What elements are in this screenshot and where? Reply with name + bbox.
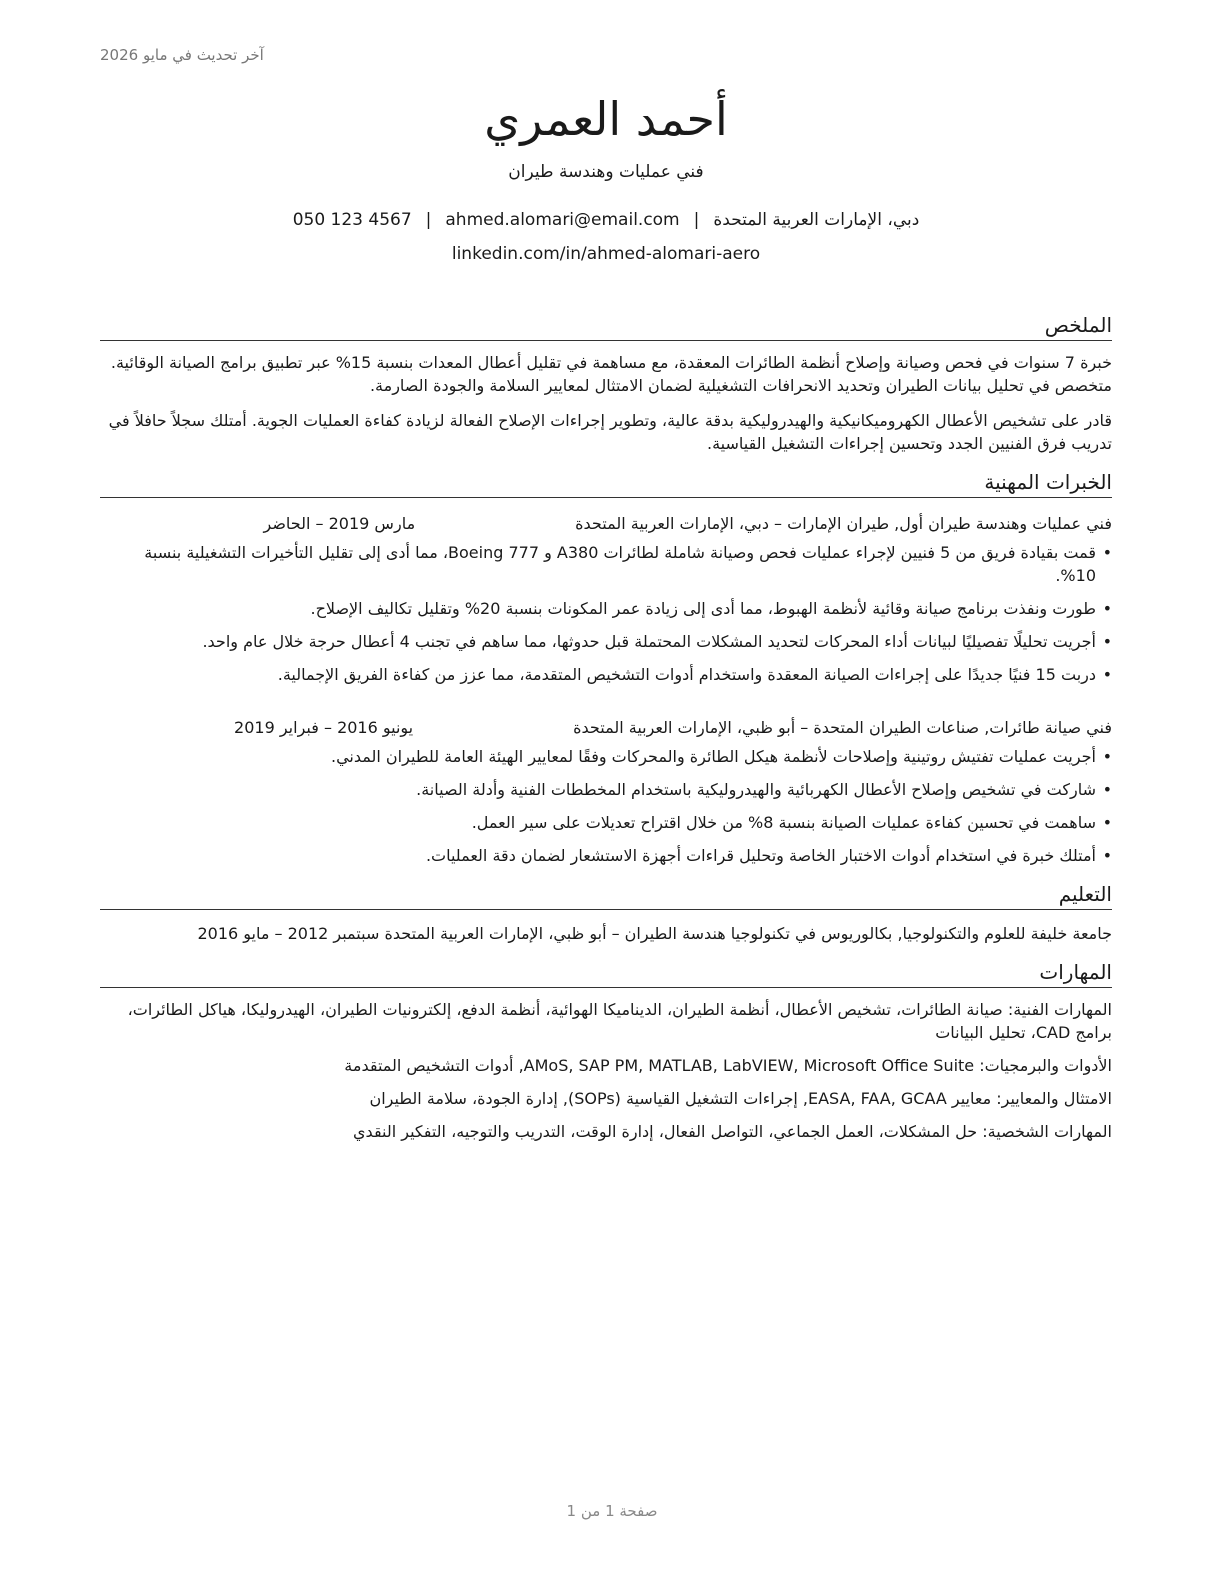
job-header [100, 716, 1112, 739]
last-updated-note: آخر تحديث في مايو 2026 [100, 46, 264, 64]
job-bullets [100, 745, 1112, 867]
section-heading: الملخص [100, 312, 1112, 341]
contact-separator: | [693, 210, 700, 230]
summary-paragraph: قادر على تشخيص الأعطال الكهروميكانيكية والهيدروليكية بدقة عالية، وتطوير إجراءات الإصلاح الفعالة لزيادة كفاءة العمليات الجوية. أمتلك سجلاً حافلاً في تدريب فرق الفنيين الجدد وتحسين إجراءات التشغيل القياسية. [108, 411, 1112, 453]
skills-soft: المهارات الشخصية: حل المشكلات، العمل الجماعي، التواصل الفعال، إدارة الوقت، التدريب والتوجيه، التفكير النقدي [353, 1122, 1112, 1141]
resume-body [100, 312, 1112, 1143]
contact-line [100, 208, 1112, 232]
page-number: صفحة 1 من 1 [566, 1502, 658, 1520]
job-dates: مارس 2019 – الحاضر [263, 514, 416, 533]
list-item: • دربت 15 فنيًا جديدًا على إجراءات الصيانة المعقدة واستخدام أدوات التشخيص المتقدمة، مما عزز من كفاءة الفريق الإجمالية. [100, 663, 1112, 686]
linkedin-link[interactable]: linkedin.com/in/ahmed-alomari-aero [451, 244, 761, 264]
job-dates: يونيو 2016 – فبراير 2019 [234, 718, 414, 737]
contact-separator: | [425, 210, 432, 230]
contact-email[interactable]: ahmed.alomari@email.com [445, 210, 680, 230]
education-section [100, 881, 1112, 945]
contact-location: دبي، الإمارات العربية المتحدة [713, 210, 920, 230]
summary-paragraph: خبرة 7 سنوات في فحص وصيانة وإصلاح أنظمة الطائرات المعقدة، مع مساهمة في تقليل أعطال المعدات بنسبة 15% عبر تطبيق برامج الصيانة الوقائية. متخصص في تحليل بيانات الطيران وتحديد الانحرافات التشغيلية لضمان الامتثال لمعايير السلامة والجودة الصارمة. [110, 353, 1112, 395]
experience-section [100, 469, 1112, 867]
list-item: • قمت بقيادة فريق من 5 فنيين لإجراء عمليات فحص وصيانة شاملة لطائرات A380 و Boeing 777، مما أدى إلى تقليل التأخيرات التشغيلية بنسبة 10%. [100, 541, 1112, 587]
summary-section [100, 312, 1112, 455]
resume-page [100, 0, 1112, 1584]
section-heading: الخبرات المهنية [100, 469, 1112, 498]
contact-phone: 050 123 4567 [292, 210, 412, 230]
candidate-title: فني عمليات وهندسة طيران [508, 162, 704, 182]
skills-compliance: الامتثال والمعايير: معايير EASA, FAA, GCAA, إجراءات التشغيل القياسية (SOPs), إدارة الجودة، سلامة الطيران [369, 1089, 1112, 1108]
section-heading: المهارات [100, 959, 1112, 988]
education-entry: جامعة خليفة للعلوم والتكنولوجيا, بكالوريوس في تكنولوجيا هندسة الطيران – أبو ظبي، الإمارات العربية المتحدة سبتمبر 2012 – مايو 2016 [197, 924, 1112, 943]
resume-header [100, 88, 1112, 266]
job-role: فني عمليات وهندسة طيران أول, طيران الإمارات – دبي، الإمارات العربية المتحدة [575, 514, 1112, 533]
candidate-name: أحمد العمري [484, 92, 728, 146]
list-item: • طورت ونفذت برنامج صيانة وقائية لأنظمة الهبوط، مما أدى إلى زيادة عمر المكونات بنسبة 20% وتقليل تكاليف الإصلاح. [100, 597, 1112, 620]
list-item: • أجريت تحليلًا تفصيليًا لبيانات أداء المحركات لتحديد المشكلات المحتملة قبل حدوثها، مما ساهم في تجنب 4 أعطال حرجة خلال عام واحد. [100, 630, 1112, 653]
list-item: • شاركت في تشخيص وإصلاح الأعطال الكهربائية والهيدروليكية باستخدام المخططات الفنية وأدلة الصيانة. [100, 778, 1112, 801]
skills-section [100, 959, 1112, 1143]
list-item: • أجريت عمليات تفتيش روتينية وإصلاحات لأنظمة هيكل الطائرة والمحركات وفقًا لمعايير الهيئة العامة للطيران المدني. [100, 745, 1112, 768]
job-bullets [100, 541, 1112, 686]
job-role: فني صيانة طائرات, صناعات الطيران المتحدة – أبو ظبي، الإمارات العربية المتحدة [573, 718, 1112, 737]
section-heading: التعليم [100, 881, 1112, 910]
skills-technical: المهارات الفنية: صيانة الطائرات، تشخيص الأعطال، أنظمة الطيران، الديناميكا الهوائية، أنظمة الدفع، إلكترونيات الطيران، الهيدروليكا، هياكل الطائرات، برامج CAD، تحليل البيانات [127, 1000, 1112, 1042]
job-header [100, 512, 1112, 535]
list-item: • ساهمت في تحسين كفاءة عمليات الصيانة بنسبة 8% من خلال اقتراح تعديلات على سير العمل. [100, 811, 1112, 834]
skills-tools: الأدوات والبرمجيات: AMoS, SAP PM, MATLAB, LabVIEW, Microsoft Office Suite, أدوات التشخيص المتقدمة [344, 1056, 1112, 1075]
list-item: • أمتلك خبرة في استخدام أدوات الاختبار الخاصة وتحليل قراءات أجهزة الاستشعار لضمان دقة العمليات. [100, 844, 1112, 867]
